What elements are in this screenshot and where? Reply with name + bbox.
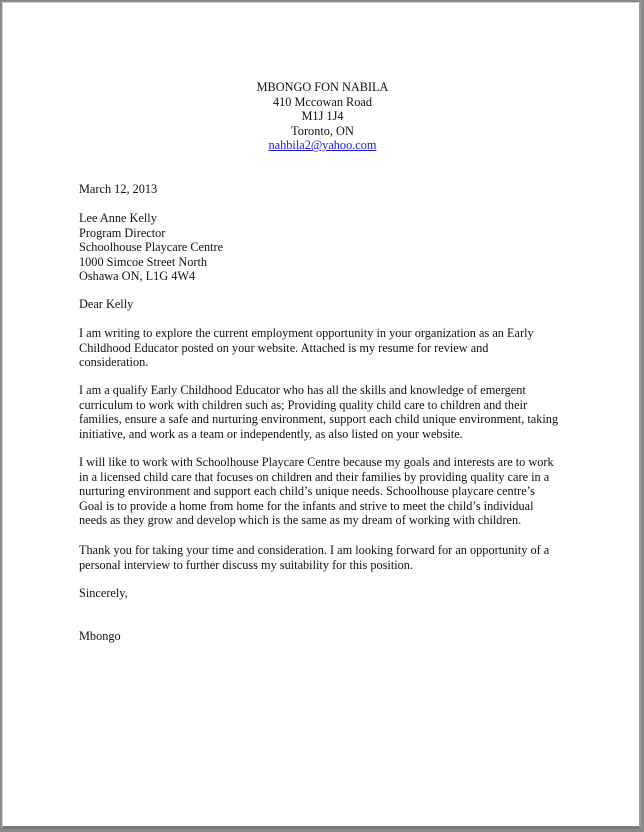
paragraph-line: nurturing environment and support each child’s unique needs. Schoolhouse playcare centre’s [79,484,535,499]
sender-name: MBONGO FON NABILA [256,80,389,94]
paragraph-line: curriculum to work with children such as; Providing quality child care to children and their [79,397,528,412]
body-paragraph-1 [79,326,534,370]
paragraph-line: personal interview to further discuss my suitability for this position. [79,557,414,572]
sender-postal-code: M1J 1J4 [301,109,344,124]
paragraph-line: I am writing to explore the current employment opportunity in your organization as an Early [79,326,534,340]
paragraph-line: families, ensure a safe and nurturing environment, support each child unique environment, taking [79,412,559,427]
paragraph-line: Thank you for taking your time and consideration. I am looking forward for an opportunity of a [79,543,550,557]
letter-page [2,2,641,829]
salutation: Dear Kelly [79,297,134,311]
recipient-name: Lee Anne Kelly [79,211,157,225]
paragraph-line: in a licensed child care that focuses on children and their families by providing quality care in a [79,469,550,484]
paragraph-line: initiative, and work as a team or independently, as also listed on your website. [79,426,463,441]
recipient-address-block [79,211,223,284]
body-paragraph-2 [79,383,558,441]
body-paragraph-4 [79,543,549,572]
sender-street: 410 Mccowan Road [272,94,373,109]
paragraph-line: I am a qualify Early Childhood Educator who has all the skills and knowledge of emergent [79,383,526,397]
recipient-organization: Schoolhouse Playcare Centre [79,240,224,255]
sender-city: Toronto, ON [291,123,354,138]
sender-address-block [3,80,642,153]
recipient-street: 1000 Simcoe Street North [79,254,208,269]
paragraph-line: needs as they grow and develop which is the same as my dream of working with children. [79,513,522,528]
letter-date: March 12, 2013 [79,182,158,196]
signature-name: Mbongo [79,629,121,643]
closing: Sincerely, [79,586,128,600]
paragraph-line: Childhood Educator posted on your website. Attached is my resume for review and [79,340,489,355]
recipient-title: Program Director [79,225,166,240]
recipient-city: Oshawa ON, L1G 4W4 [79,269,196,284]
body-paragraph-3 [79,455,554,528]
paragraph-line: Goal is to provide a home from home for the infants and strive to meet the child’s individual [79,498,534,513]
paragraph-line: I will like to work with Schoolhouse Playcare Centre because my goals and interests are to work [79,455,554,469]
paragraph-line: consideration. [79,355,149,370]
sender-email-link[interactable]: nahbila2@yahoo.com [268,138,377,153]
